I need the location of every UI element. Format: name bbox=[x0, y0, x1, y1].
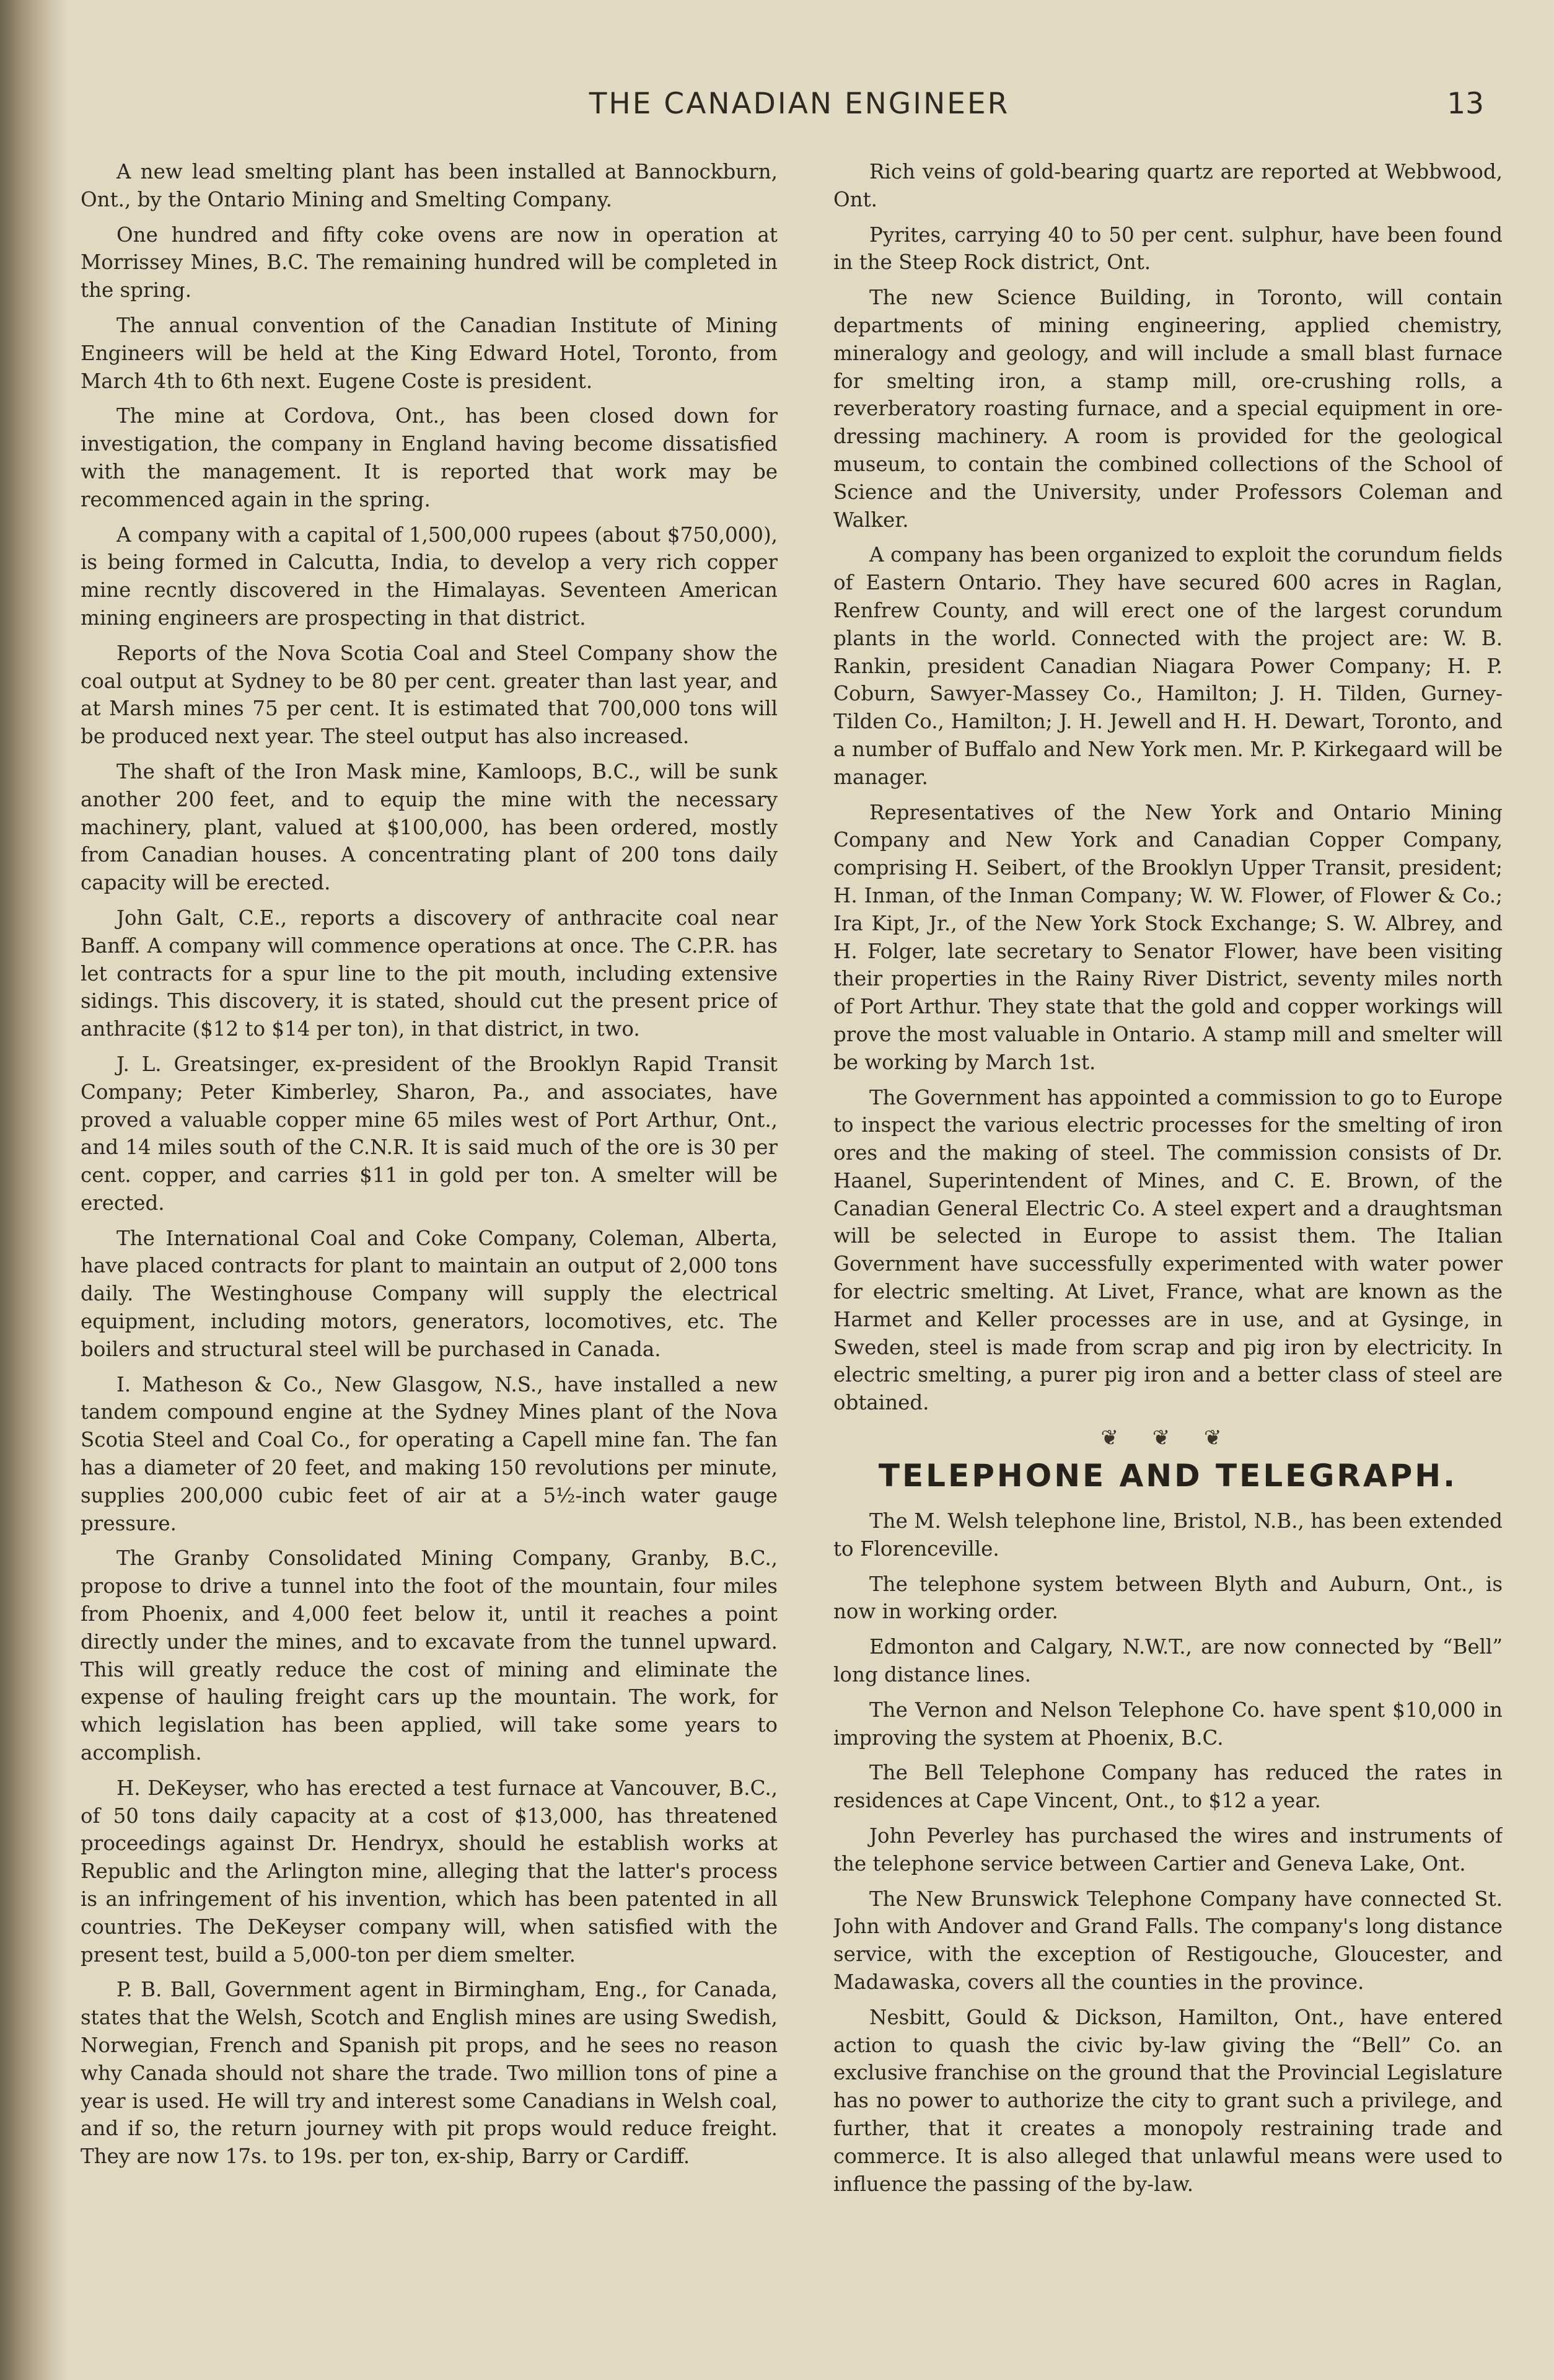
news-item: The new Science Building, in Toronto, will contain departments of mining engineering, applied chemistry, mineralogy and geology, and will include a small blast furnace for smelting iron, a stamp mill, ore-crushing rolls, a reverberatory roasting furnace, and a special equipment in ore-dressing machinery. A room is provided for the geological museum, to contain the combined collections of the School of Science and the University, under Professors Coleman and Walker. bbox=[833, 286, 1503, 532]
news-item: Rich veins of gold-bearing quartz are reported at Webbwood, Ont. bbox=[833, 160, 1503, 211]
section-heading-telephone: TELEPHONE AND TELEGRAPH. bbox=[878, 1458, 1458, 1494]
news-item: One hundred and fifty coke ovens are now in operation at Morrissey Mines, B.C. The remaining hundred will be completed in the spring. bbox=[81, 223, 778, 302]
page-header bbox=[87, 87, 1512, 136]
news-item: H. DeKeyser, who has erected a test furnace at Vancouver, B.C., of 50 tons daily capacity at a cost of $13,000, has threatened proceedings against Dr. Hendryx, should he establish works at Republic and the Arlington mine, alleging that the latter's process is an infringement of his invention, which has been patented in all countries. The DeKeyser company will, when satisfied with the present test, build a 5,000-ton per diem smelter. bbox=[81, 1776, 778, 1967]
news-item: The annual convention of the Canadian Institute of Mining Engineers will be held at the King Edward Hotel, Toronto, from March 4th to 6th next. Eugene Coste is president. bbox=[81, 313, 778, 393]
news-item: A new lead smelting plant has been installed at Bannockburn, Ont., by the Ontario Mining and Smelting Company. bbox=[81, 160, 778, 211]
right-column bbox=[833, 158, 1503, 2315]
news-item: P. B. Ball, Government agent in Birmingham, Eng., for Canada, states that the Welsh, Scotch and English mines are using Swedish, Norwegian, French and Spanish pit props, and he sees no reason why Canada should not share the trade. Two million tons of pine a year is used. He will try and interest some Canadians in Welsh coal, and if so, the return journey with pit props would reduce freight. They are now 17s. to 19s. per ton, ex-ship, Barry or Cardiff. bbox=[81, 1978, 778, 2169]
telephone-item: The telephone system between Blyth and Auburn, Ont., is now in working order. bbox=[833, 1572, 1503, 1624]
news-item: The International Coal and Coke Company, Coleman, Alberta, have placed contracts for plant to maintain an output of 2,000 tons daily. The Westinghouse Company will supply the electrical equipment, including motors, generators, locomotives, etc. The boilers and structural steel will be purchased in Canada. bbox=[81, 1226, 778, 1361]
news-item: The Granby Consolidated Mining Company, Granby, B.C., propose to drive a tunnel into the foot of the mountain, four miles from Phoenix, and 4,000 feet below it, until it reaches a point directly under the mines, and to excavate from the tunnel upward. This will greatly reduce the cost of mining and eliminate the expense of hauling freight cars up the mountain. The work, for which legislation has been applied, will take some years to accomplish. bbox=[81, 1546, 778, 1765]
news-item: J. L. Greatsinger, ex-president of the Brooklyn Rapid Transit Company; Peter Kimberley, Sharon, Pa., and associates, have proved a valuable copper mine 65 miles west of Port Arthur, Ont., and 14 miles south of the C.N.R. It is said much of the ore is 30 per cent. copper, and carries $11 in gold per ton. A smelter will be erected. bbox=[81, 1052, 778, 1215]
news-item: John Galt, C.E., reports a discovery of anthracite coal near Banff. A company will commence operations at once. The C.P.R. has let contracts for a spur line to the pit mouth, including extensive sidings. This discovery, it is stated, should cut the present price of anthracite ($12 to $14 per ton), in that district, in two. bbox=[81, 906, 778, 1041]
telephone-item: The Vernon and Nelson Telephone Co. have spent $10,000 in improving the system at Phoenix, B.C. bbox=[833, 1698, 1503, 1750]
telephone-item: The M. Welsh telephone line, Bristol, N.B., has been extended to Florenceville. bbox=[833, 1509, 1503, 1561]
telephone-item: The New Brunswick Telephone Company have connected St. John with Andover and Grand Falls. The company's long distance service, with the exception of Restigouche, Gloucester, and Madawaska, covers all the counties in the province. bbox=[833, 1887, 1503, 1994]
news-item: The shaft of the Iron Mask mine, Kamloops, B.C., will be sunk another 200 feet, and to equip the mine with the necessary machinery, plant, valued at $100,000, has been ordered, mostly from Canadian houses. A concentrating plant of 200 tons daily capacity will be erected. bbox=[81, 759, 778, 895]
news-item: Representatives of the New York and Ontario Mining Company and New York and Canadian Copper Company, comprising H. Seibert, of the Brooklyn Upper Transit, president; H. Inman, of the Inman Company; W. W. Flower, of Flower & Co.; Ira Kipt, Jr., of the New York Stock Exchange; S. W. Albrey, and H. Folger, late secretary to Senator Flower, have been visiting their properties in the Rainy River District, seventy miles north of Port Arthur. They state that the gold and copper workings will prove the most valuable in Ontario. A stamp mill and smelter will be working by March 1st. bbox=[833, 800, 1503, 1074]
news-item: The Government has appointed a commission to go to Europe to inspect the various electric processes for the smelting of iron ores and the making of steel. The commission consists of Dr. Haanel, Superintendent of Mines, and C. E. Brown, of the Canadian General Electric Co. A steel expert and a draughtsman will be selected in Europe to assist them. The Italian Government have successfully experimented with water power for electric smelting. At Livet, France, what are known as the Harmet and Keller processes are in use, and at Gysinge, in Sweden, steel is made from scrap and pig iron by electricity. In electric smelting, a purer pig iron and a better class of steel are obtained. bbox=[833, 1085, 1503, 1415]
news-item: Reports of the Nova Scotia Coal and Steel Company show the coal output at Sydney to be 80 per cent. greater than last year, and at Marsh mines 75 per cent. It is estimated that 700,000 tons will be produced next year. The steel output has also increased. bbox=[81, 641, 778, 749]
telephone-item: The Bell Telephone Company has reduced the rates in residences at Cape Vincent, Ont., to $12 a year. bbox=[833, 1761, 1503, 1813]
news-item: I. Matheson & Co., New Glasgow, N.S., have installed a new tandem compound engine at the Sydney Mines plant of the Nova Scotia Steel and Coal Co., for operating a Capell mine fan. The fan has a diameter of 20 feet, and making 150 revolutions per minute, supplies 200,000 cubic feet of air at a 5½-inch water gauge pressure. bbox=[81, 1372, 778, 1535]
news-item: The mine at Cordova, Ont., has been closed down for investigation, the company in England having become dissatisfied with the management. It is reported that work may be recommenced again in the spring. bbox=[81, 404, 778, 511]
news-item: A company has been organized to exploit the corundum fields of Eastern Ontario. They have secured 600 acres in Raglan, Renfrew County, and will erect one of the largest corundum plants in the world. Connected with the project are: W. B. Rankin, president Canadian Niagara Power Company; H. P. Coburn, Sawyer-Massey Co., Hamilton; J. H. Tilden, Gurney-Tilden Co., Hamilton; J. H. Jewell and H. H. Dewart, Toronto, and a number of Buffalo and New York men. Mr. P. Kirkegaard will be manager. bbox=[833, 543, 1503, 789]
news-item: Pyrites, carrying 40 to 50 per cent. sulphur, have been found in the Steep Rock district, Ont. bbox=[833, 223, 1503, 275]
telephone-item: Edmonton and Calgary, N.W.T., are now connected by “Bell” long distance lines. bbox=[833, 1635, 1503, 1687]
telephone-item: John Peverley has purchased the wires and instruments of the telephone service between Cartier and Geneva Lake, Ont. bbox=[833, 1824, 1503, 1875]
left-column bbox=[81, 158, 778, 2315]
section-ornament: ❦ ❦ ❦ bbox=[1100, 1426, 1236, 1451]
page-gutter-shadow bbox=[0, 0, 68, 2380]
page-number: 13 bbox=[1447, 87, 1484, 121]
telephone-item: Nesbitt, Gould & Dickson, Hamilton, Ont., have entered action to quash the civic by-law giving the “Bell” Co. an exclusive franchise on the ground that the Provincial Legislature has no power to authorize the city to grant such a privilege, and further, that it creates a monopoly restraining trade and commerce. It is also alleged that unlawful means were used to influence the passing of the by-law. bbox=[833, 2005, 1503, 2196]
news-item: A company with a capital of 1,500,000 rupees (about $750,000), is being formed in Calcutta, India, to develop a very rich copper mine recntly discovered in the Himalayas. Seventeen American mining engineers are prospecting in that district. bbox=[81, 522, 778, 630]
running-title: THE CANADIAN ENGINEER bbox=[589, 87, 1010, 121]
